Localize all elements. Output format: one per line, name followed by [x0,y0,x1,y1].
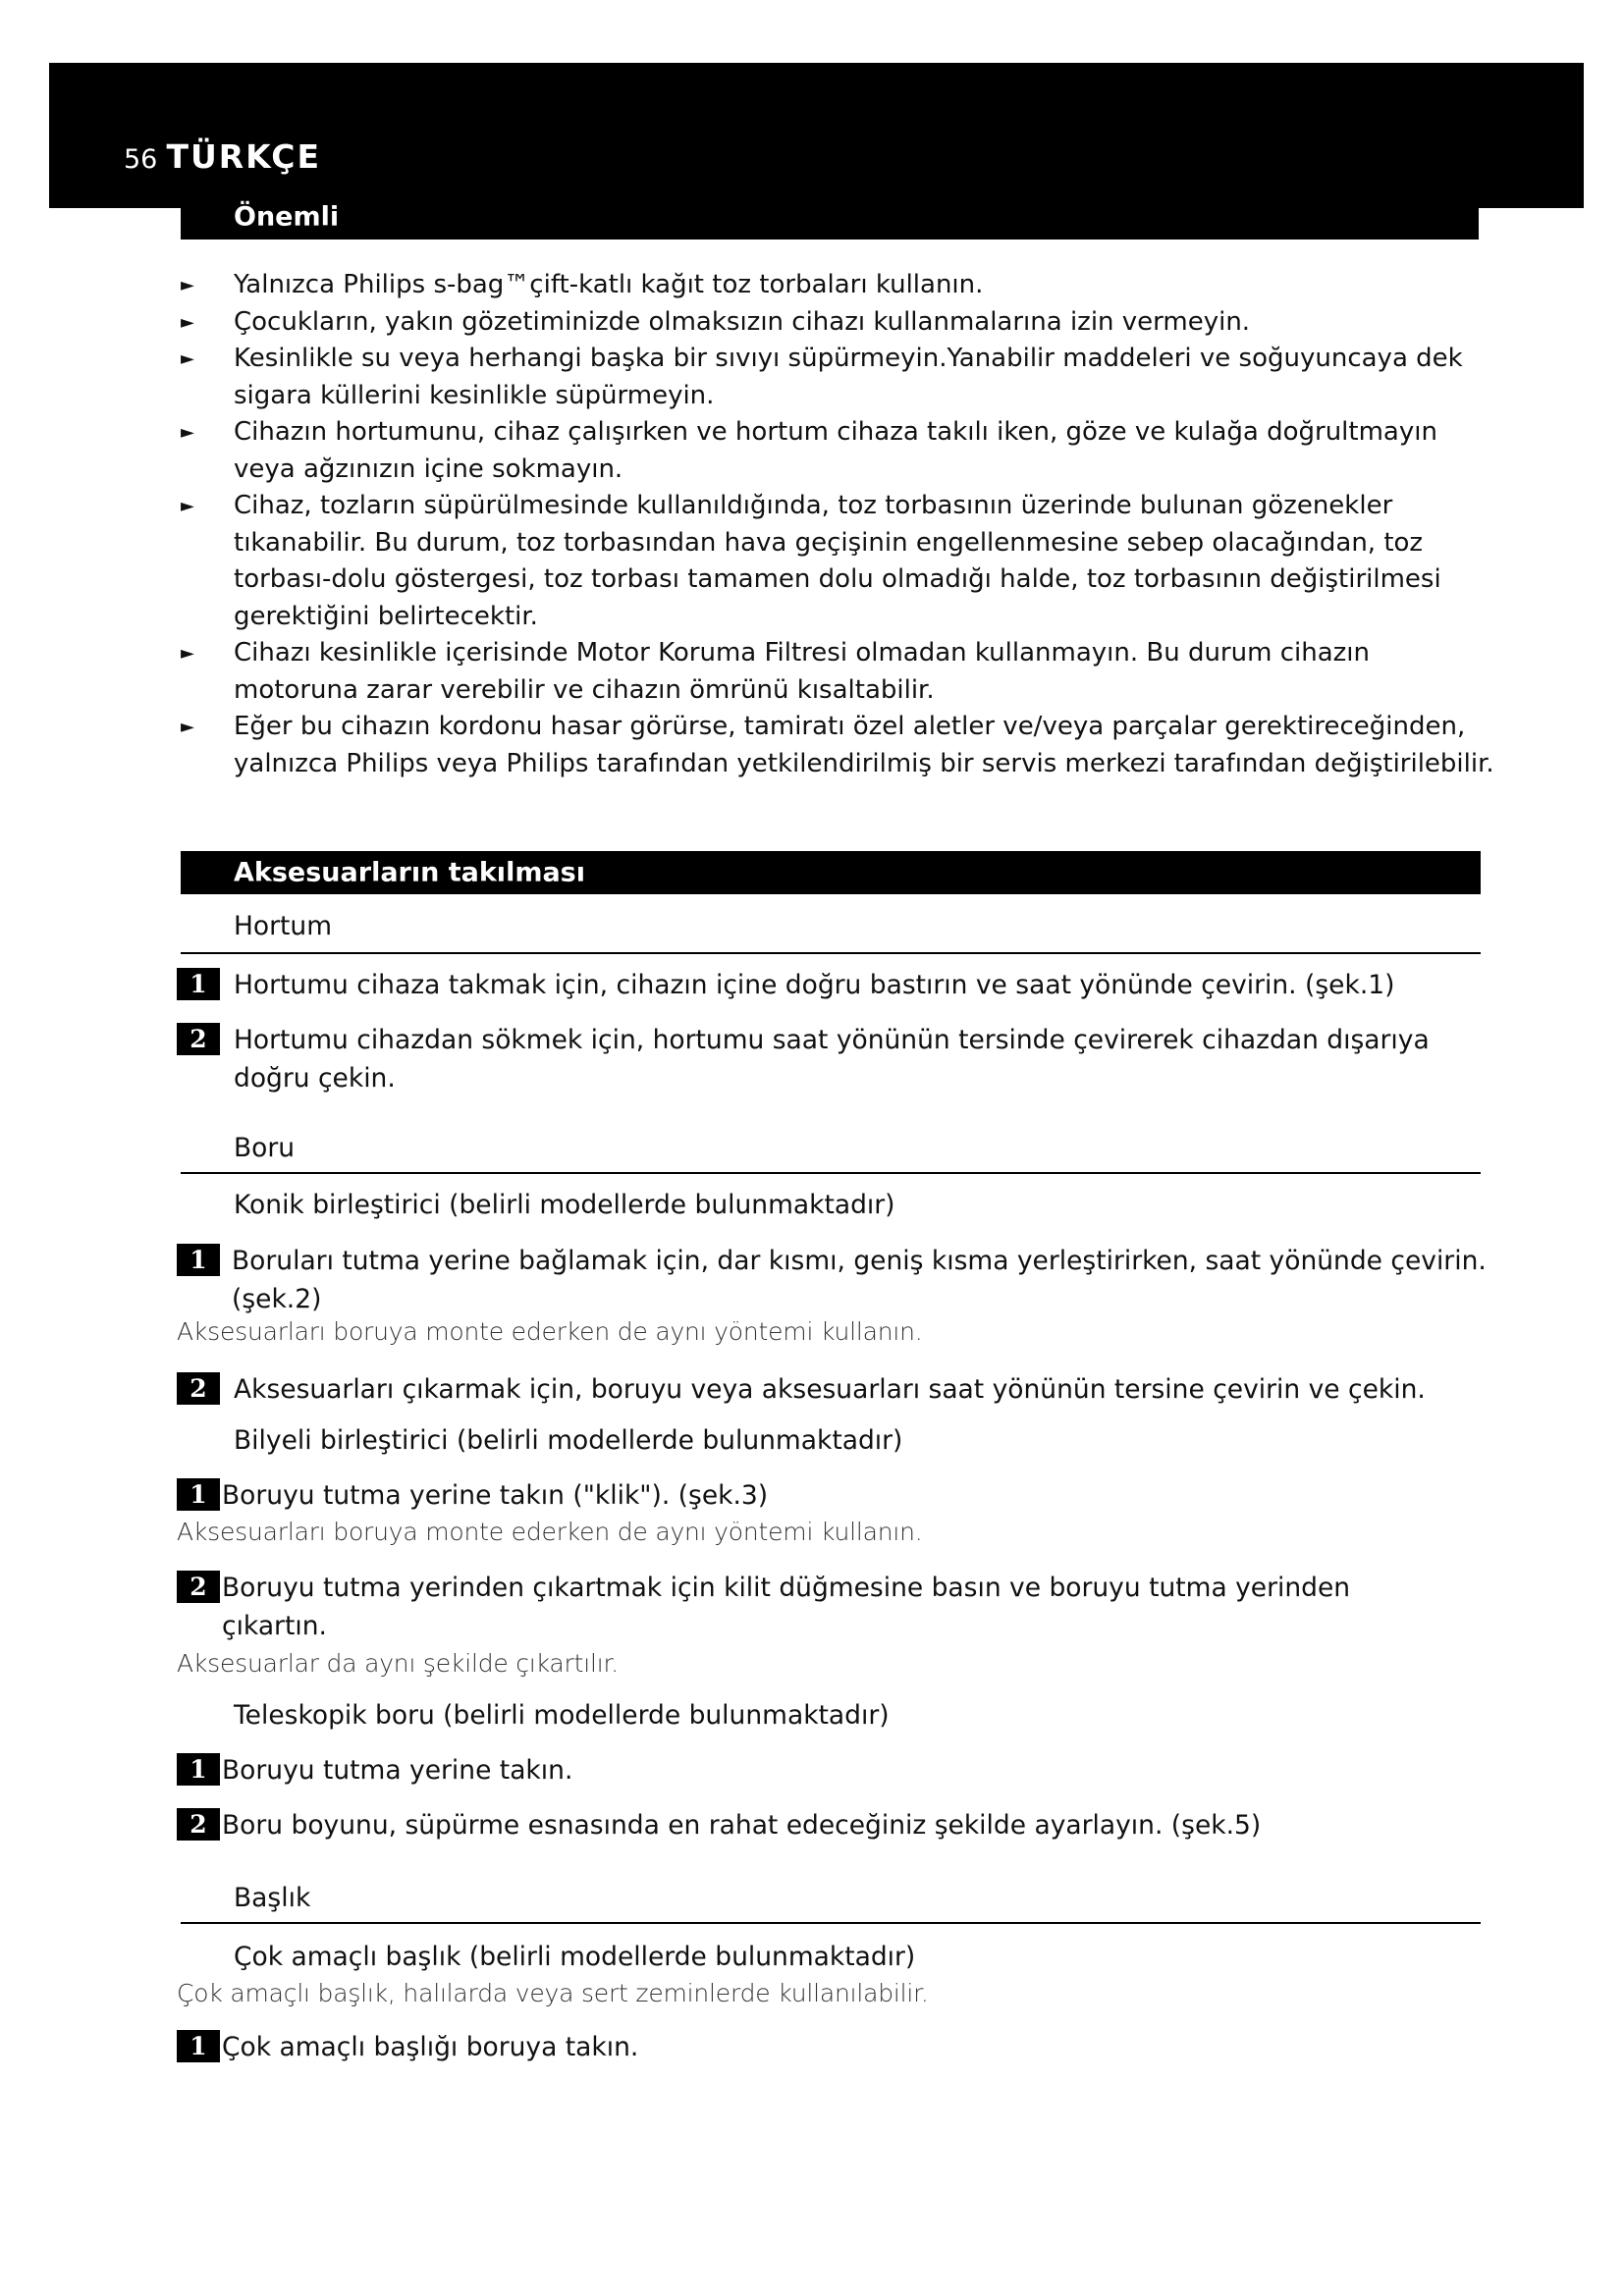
model-title-ball: Bilyeli birleştirici (belirli modellerde bulunmaktadır) [234,1425,903,1456]
step-number: 1 [177,968,220,1000]
model-title-conical: Konik birleştirici (belirli modellerde bulunmaktadır) [234,1190,895,1220]
bullet-icon: ► [181,422,194,443]
page-number: 56 [124,144,158,175]
list-item: ► Cihaz, tozların süpürülmesinde kullanıldığında, toz torbasının üzerinde bulunan gözenekler tıkanabilir. Bu durum, toz torbasından hava geçişinin engellenmesine sebep olacağından, toz torbası-dolu göstergesi, toz torbası tamamen dolu olmadığı halde, toz torbasının değiştirilmesi gerektiğini belirtecektir. [179,488,1494,635]
step-item: 1 Boruları tutma yerine bağlamak için, dar kısmı, geniş kısma yerleştirirken, saat yönünde çevirin. (şek.2) [177,1242,1502,1318]
step-item: 1 Hortumu cihaza takmak için, cihazın içine doğru bastırın ve saat yönünde çevirin. (şek.1) [177,966,1483,1004]
step-number: 2 [177,1808,220,1841]
section-title: Aksesuarların takılması [234,857,586,888]
model-title-telescopic: Teleskopik boru (belirli modellerde bulunmaktadır) [234,1700,890,1731]
step-item: 2 Boruyu tutma yerinden çıkartmak için kilit düğmesine basın ve boruyu tutma yerinden çıkartın. [177,1569,1355,1645]
note-text: Çok amaçlı başlık, halılarda veya sert zeminlerde kullanılabilir. [177,1979,929,2007]
divider [181,952,1481,954]
bullet-icon: ► [181,643,194,664]
step-number: 1 [177,2030,220,2062]
section-title: Önemli [234,201,340,233]
bullet-icon: ► [181,275,194,295]
note-text: Aksesuarları boruya monte ederken de aynı yöntemi kullanın. [177,1317,923,1346]
section-header-accessories [181,851,1481,894]
step-number: 2 [177,1571,220,1603]
step-item: 2 Aksesuarları çıkarmak için, boruyu veya aksesuarları saat yönünün tersine çevirin ve çekin. [177,1370,1512,1409]
list-item: ► Eğer bu cihazın kordonu hasar görürse, tamiratı özel aletler ve/veya parçalar gerektireceğinden, yalnızca Philips veya Philips tarafından yetkilendirilmiş bir servis merkezi tarafından değiştirilebilir. [179,709,1494,782]
divider [181,1922,1481,1924]
list-item: ► Cihazı kesinlikle içerisinde Motor Koruma Filtresi olmadan kullanmayın. Bu durum cihazın motoruna zarar verebilir ve cihazın ömrünü kısaltabilir. [179,635,1494,709]
language-title: TÜRKÇE [166,137,322,176]
list-item: ► Kesinlikle su veya herhangi başka bir sıvıyı süpürmeyin.Yanabilir maddeleri ve soğuyuncaya dek sigara küllerini kesinlikle süpürmeyin. [179,341,1494,414]
step-item: 1 Çok amaçlı başlığı boruya takın. [177,2028,1483,2066]
subsection-title-tube: Boru [234,1133,296,1163]
step-item: 2 Boru boyunu, süpürme esnasında en rahat edeceğiniz şekilde ayarlayın. (şek.5) [177,1806,1483,1844]
step-item: 2 Hortumu cihazdan sökmek için, hortumu saat yönünün tersinde çevirerek cihazdan dışarıya doğru çekin. [177,1021,1492,1097]
model-title-multi: Çok amaçlı başlık (belirli modellerde bulunmaktadır) [234,1942,916,1972]
step-item: 1 Boruyu tutma yerine takın. [177,1751,1483,1789]
bullet-icon: ► [181,496,194,516]
page-header-bar [49,63,1584,208]
step-number: 1 [177,1244,220,1276]
list-item: ► Çocukların, yakın gözetiminizde olmaksızın cihazı kullanmalarına izin vermeyin. [179,304,1494,342]
bullet-icon: ► [181,348,194,369]
divider [181,1172,1481,1174]
step-number: 1 [177,1753,220,1786]
section-header-important [181,194,1479,240]
list-item: ► Yalnızca Philips s-bag™çift-katlı kağıt toz torbaları kullanın. [179,267,1494,304]
step-number: 1 [177,1478,220,1511]
bullet-icon: ► [181,717,194,737]
bullet-icon: ► [181,311,194,333]
note-text: Aksesuarlar da aynı şekilde çıkartılır. [177,1649,620,1678]
important-bullet-list [179,267,1494,782]
list-item: ► Cihazın hortumunu, cihaz çalışırken ve hortum cihaza takılı iken, göze ve kulağa doğrultmayın veya ağzınızın içine sokmayın. [179,414,1494,488]
note-text: Aksesuarları boruya monte ederken de aynı yöntemi kullanın. [177,1518,923,1546]
step-number: 2 [177,1023,220,1055]
step-number: 2 [177,1372,220,1405]
step-item: 1 Boruyu tutma yerine takın ("klik"). (şek.3) [177,1476,1483,1515]
page-header [124,137,321,176]
subsection-title-nozzle: Başlık [234,1883,311,1913]
subsection-title-hose: Hortum [234,911,333,941]
